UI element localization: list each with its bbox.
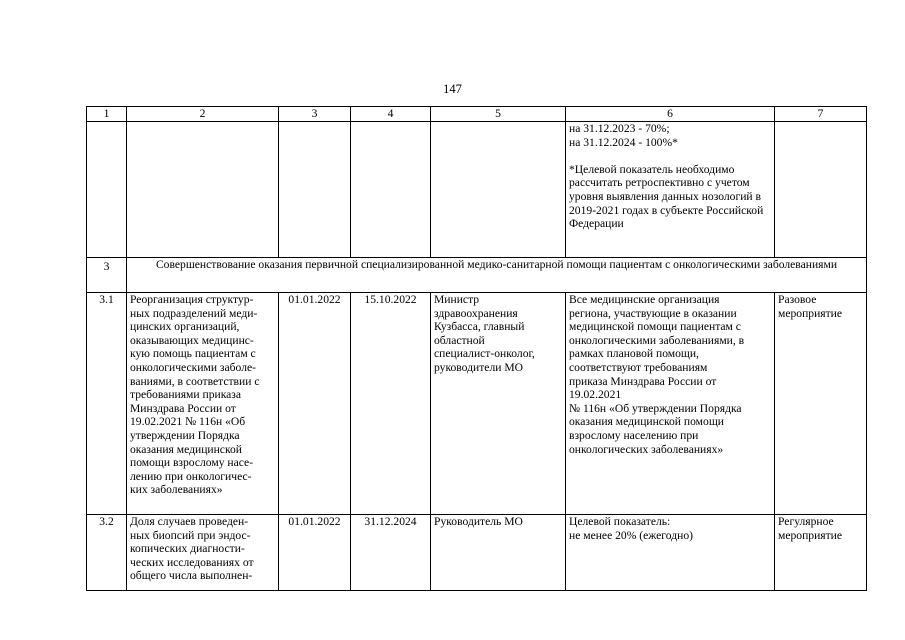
row-start-date: 01.01.2022 xyxy=(279,515,351,591)
header-cell: 1 xyxy=(87,107,127,122)
table-row xyxy=(87,293,867,515)
row-responsible: Министр здравоохранения Кузбасса, главный областной специалист-онколог, руководители МО xyxy=(431,293,566,515)
row-description: Доля случаев проведен- ных биопсий при эндос- копических диагности- ческих исследованиях от общего числа выполнен- xyxy=(127,515,279,591)
section-title: Совершенствование оказания первичной специализированной медико-санитарной помощи пациентам с онкологическими заболеваниями xyxy=(127,258,867,293)
row-start-date: 01.01.2022 xyxy=(279,293,351,515)
row-description: Реорганизация структур- ных подразделений меди- цинских организаций, оказывающих медицинс- кую помощь пациентам с онкологическими заболе- ваниями, в соответствии с требованиями приказа Минздрава России от 19.02.2021 № 116н «Об утверждении Порядка оказания медицинской помощи взрослому насе- лению при онкологичес- ких заболеваниях» xyxy=(127,293,279,515)
row-type: Разовое мероприятие xyxy=(775,293,867,515)
row-end-date: 31.12.2024 xyxy=(351,515,431,591)
header-cell: 2 xyxy=(127,107,279,122)
continued-row xyxy=(87,122,867,258)
measures-table xyxy=(86,106,867,591)
empty-cell xyxy=(775,122,867,258)
header-cell: 4 xyxy=(351,107,431,122)
row-responsible: Руководитель МО xyxy=(431,515,566,591)
continued-result-cell: на 31.12.2023 - 70%; на 31.12.2024 - 100%* *Целевой показатель необходимо рассчитать ретроспективно с учетом уровня выявления данных нозологий в 2019-2021 годах в субъекте Российской Федерации xyxy=(566,122,775,258)
empty-cell xyxy=(279,122,351,258)
row-type: Регулярное мероприятие xyxy=(775,515,867,591)
empty-cell xyxy=(431,122,566,258)
row-result: Целевой показатель: не менее 20% (ежегодно) xyxy=(566,515,775,591)
row-result: Все медицинские организация региона, участвующие в оказании медицинской помощи пациентам с онкологическими заболеваниями, в рамках плановой помощи, соответствуют требованиям приказа Минздрава России от 19.02.2021 № 116н «Об утверждении Порядка оказания медицинской помощи взрослому населению при онкологических заболеваниях» xyxy=(566,293,775,515)
empty-cell xyxy=(87,122,127,258)
page-number: 147 xyxy=(443,82,462,96)
row-number: 3.1 xyxy=(87,293,127,515)
header-cell: 3 xyxy=(279,107,351,122)
section-row xyxy=(87,258,867,293)
row-end-date: 15.10.2022 xyxy=(351,293,431,515)
header-cell: 7 xyxy=(775,107,867,122)
header-cell: 5 xyxy=(431,107,566,122)
header-cell: 6 xyxy=(566,107,775,122)
empty-cell xyxy=(351,122,431,258)
empty-cell xyxy=(127,122,279,258)
table-row xyxy=(87,515,867,591)
header-row xyxy=(87,107,867,122)
row-number: 3.2 xyxy=(87,515,127,591)
section-number: 3 xyxy=(87,258,127,293)
